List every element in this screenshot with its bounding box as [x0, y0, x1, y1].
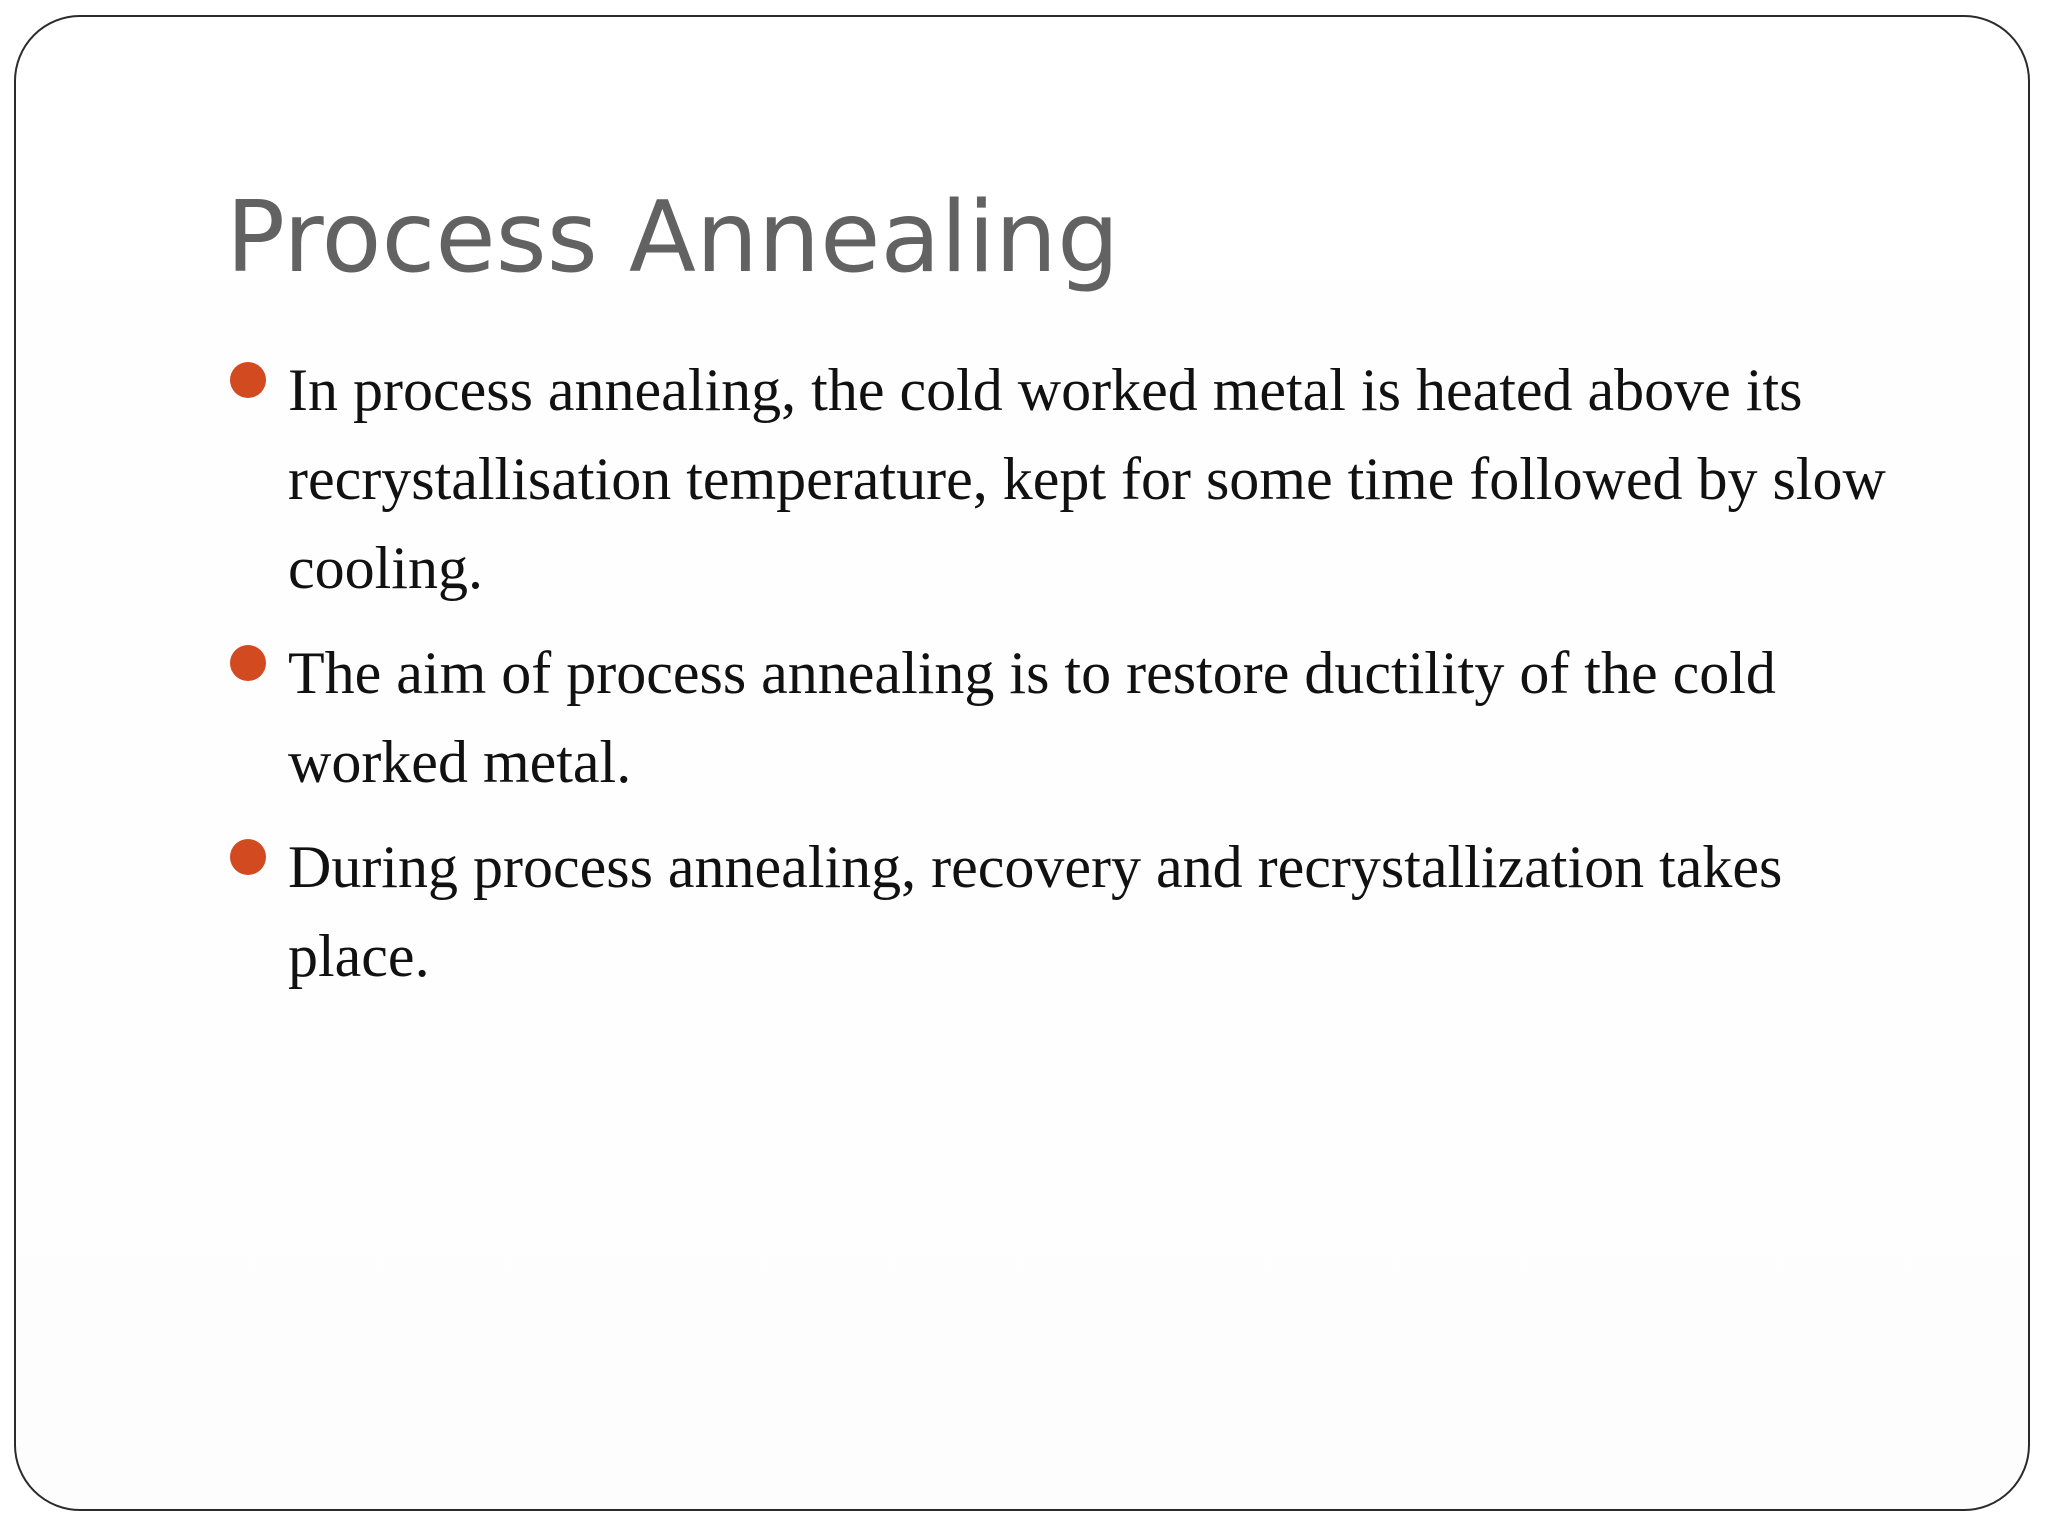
slide-title: Process Annealing — [226, 181, 1120, 295]
bullet-text: In process annealing, the cold worked metal is heated above its recrystallisation temperature, kept for some time followed by slow cooling. — [288, 357, 1886, 601]
bullet-dot-icon — [230, 839, 266, 875]
bullet-item — [228, 346, 1908, 613]
bullet-dot-icon — [230, 362, 266, 398]
bullet-item — [228, 823, 1908, 1001]
bullet-list — [228, 346, 1908, 1017]
bullet-dot-icon — [230, 645, 266, 681]
bullet-text: The aim of process annealing is to restore ductility of the cold worked metal. — [288, 640, 1776, 795]
bullet-item — [228, 629, 1908, 807]
bullet-text: During process annealing, recovery and recrystallization takes place. — [288, 834, 1783, 989]
